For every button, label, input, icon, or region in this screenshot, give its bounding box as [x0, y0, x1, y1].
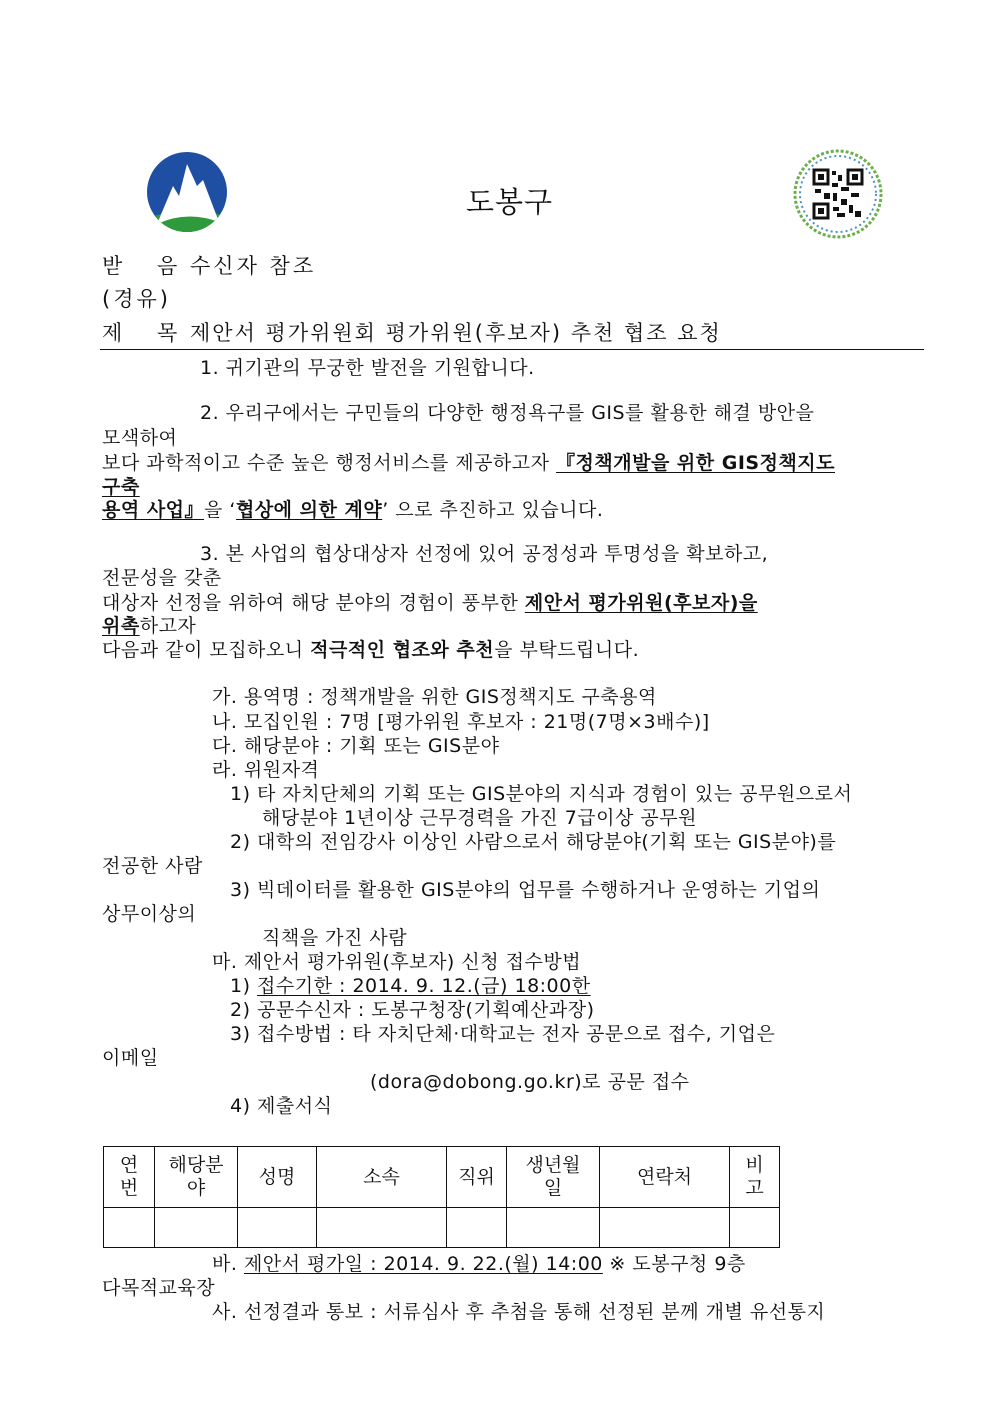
header-cell-position: 직위 — [447, 1147, 507, 1208]
paragraph-3-line-5-tail: 을 부탁드립니다. — [494, 639, 640, 661]
paragraph-3-line-3-text: 대상자 선정을 위하여 해당 분야의 경험이 풍부한 — [102, 592, 525, 614]
item-ma-1 — [230, 974, 591, 998]
item-sa: 사. 선정결과 통보 : 서류심사 후 추첨을 통해 선정된 분께 개별 유선통지 — [212, 1301, 826, 1323]
submission-form-table — [103, 1146, 780, 1248]
table-row — [104, 1208, 780, 1248]
paragraph-3-line-1: 3. 본 사업의 협상대상자 선정에 있어 공정성과 투명성을 확보하고, — [200, 543, 769, 565]
dobong-logo — [143, 150, 231, 234]
paragraph-2-line-2: 모색하여 — [102, 427, 178, 449]
table-cell — [730, 1208, 780, 1248]
item-ma-2: 2) 공문수신자 : 도봉구청장(기획예산과장) — [230, 999, 595, 1021]
paragraph-1: 1. 귀기관의 무궁한 발전을 기원합니다. — [200, 357, 535, 379]
evaluation-date-text: 제안서 평가일 : 2014. 9. 22.(월) 14:00 — [243, 1253, 603, 1275]
header-cell-affiliation: 소속 — [317, 1147, 447, 1208]
header-cell-no: 연 번 — [104, 1147, 155, 1208]
contract-type-emphasis: 협상에 의한 계약 — [235, 499, 383, 521]
header-cell-contact: 연락처 — [600, 1147, 730, 1208]
paragraph-2-line-3-text: 보다 과학적이고 수준 높은 행정서비스를 제공하고자 — [102, 452, 557, 474]
paragraph-3-line-5 — [102, 638, 639, 662]
item-ba-location: ※ 도봉구청 9층 — [602, 1253, 746, 1275]
qr-code-seal — [793, 149, 883, 239]
recipient-label: 받 음 — [102, 254, 192, 278]
paragraph-2-line-1: 2. 우리구에서는 구민들의 다양한 행정욕구를 GIS를 활용한 해결 방안을 — [200, 402, 815, 424]
paragraph-3-line-5-text: 다음과 같이 모집하오니 — [102, 639, 311, 661]
appointment-emphasis: 위촉 — [102, 615, 140, 637]
item-ba — [212, 1252, 746, 1276]
table-header-row — [104, 1147, 780, 1208]
item-ra: 라. 위원자격 — [212, 759, 320, 781]
paragraph-2-line-5 — [102, 498, 603, 522]
evaluator-emphasis: 제안서 평가위원(후보자)을 — [524, 592, 758, 614]
item-ma-3-line-3: (dora@dobong.go.kr)로 공문 접수 — [370, 1071, 690, 1093]
project-name-emphasis: 『정책개발을 위한 GIS정책지도 — [556, 452, 836, 474]
cooperation-emphasis: 적극적인 협조와 추천 — [310, 639, 495, 661]
paragraph-3-line-2: 전문성을 갖춘 — [102, 567, 222, 589]
item-ra-2-line-1: 2) 대학의 전임강사 이상인 사람으로서 해당분야(기획 또는 GIS분야)를 — [230, 831, 837, 853]
paragraph-2-line-5-tail: ’ 으로 추진하고 있습니다. — [382, 499, 604, 521]
header-cell-field: 해당분 야 — [155, 1147, 238, 1208]
table-cell — [317, 1208, 447, 1248]
subject-value: 제안서 평가위원회 평가위원(후보자) 추천 협조 요청 — [190, 321, 722, 345]
deadline-text: 접수기한 : 2014. 9. 12.(금) 18:00한 — [257, 975, 591, 997]
item-ma: 마. 제안서 평가위원(후보자) 신청 접수방법 — [212, 951, 582, 973]
paragraph-3-line-3 — [102, 591, 758, 615]
item-ma-4: 4) 제출서식 — [230, 1095, 333, 1117]
item-ra-2-line-2: 전공한 사람 — [102, 855, 203, 877]
header-cell-remarks: 비 고 — [730, 1147, 780, 1208]
project-name-emphasis-end: 용역 사업』 — [102, 499, 205, 521]
item-ga: 가. 용역명 : 정책개발을 위한 GIS정책지도 구축용역 — [212, 686, 657, 708]
item-ra-3-line-1: 3) 빅데이터를 활용한 GIS분야의 업무를 수행하거나 운영하는 기업의 — [230, 879, 821, 901]
recipient-value: 수신자 참조 — [190, 254, 317, 278]
item-ra-1-line-1: 1) 타 자치단체의 기획 또는 GIS분야의 지식과 경험이 있는 공무원으로서 — [230, 783, 853, 805]
item-ra-1-line-2: 해당분야 1년이상 근무경력을 가진 7급이상 공무원 — [262, 807, 697, 829]
item-ma-3-line-1: 3) 접수방법 : 타 자치단체·대학교는 전자 공문으로 접수, 기업은 — [230, 1023, 776, 1045]
subject-label: 제 목 — [102, 321, 192, 345]
paragraph-2-line-5-text: 을 ‘ — [204, 499, 236, 521]
header-cell-birthdate: 생년월 일 — [507, 1147, 600, 1208]
item-ba-prefix: 바. — [212, 1253, 244, 1275]
item-ra-3-line-2: 상무이상의 — [102, 903, 197, 925]
table-cell — [238, 1208, 317, 1248]
paragraph-3-line-4-text: 하고자 — [139, 615, 197, 637]
via-label: (경유) — [102, 287, 171, 311]
item-ra-3-line-3: 직책을 가진 사람 — [262, 927, 408, 949]
paragraph-2-line-3 — [102, 451, 835, 475]
header-cell-name: 성명 — [238, 1147, 317, 1208]
table-cell — [507, 1208, 600, 1248]
paragraph-3-line-4 — [102, 614, 196, 638]
page-title: 도봉구 — [466, 185, 554, 219]
table-cell — [600, 1208, 730, 1248]
subject-divider — [100, 349, 924, 350]
item-ba-line-2: 다목적교육장 — [102, 1277, 216, 1299]
table-cell — [104, 1208, 155, 1248]
item-na: 나. 모집인원 : 7명 [평가위원 후보자 : 21명(7명×3배수)] — [212, 711, 710, 733]
item-ma-1-prefix: 1) — [230, 975, 258, 997]
item-ma-3-line-2: 이메일 — [102, 1047, 159, 1069]
table-cell — [447, 1208, 507, 1248]
table-cell — [155, 1208, 238, 1248]
paragraph-2-line-4: 구축 — [102, 476, 140, 498]
item-da: 다. 해당분야 : 기획 또는 GIS분야 — [212, 735, 500, 757]
